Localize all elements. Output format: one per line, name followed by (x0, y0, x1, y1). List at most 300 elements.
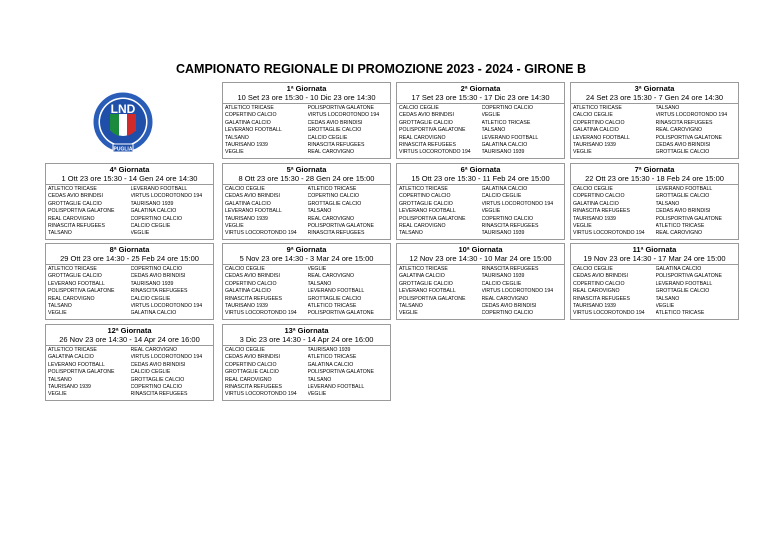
home-team: REAL CAROVIGNO (399, 134, 446, 141)
away-team: TALSANO (307, 280, 332, 287)
giornata-card (570, 243, 739, 320)
home-team: CEDAS AVIO BRINDISI (225, 273, 280, 280)
giornata-title: 2ª Giornata (460, 84, 501, 93)
home-team: POLISPORTIVA GALATONE (399, 295, 466, 302)
match-row (225, 208, 390, 215)
giornata-card (222, 163, 391, 240)
giornata-card (570, 82, 739, 159)
away-team: GALATINA CALCIO (130, 310, 177, 317)
away-team: REAL CAROVIGNO (130, 347, 178, 353)
match-row (48, 186, 213, 193)
away-team: CEDAS AVIO BRINDISI (130, 273, 186, 280)
match-row (48, 296, 213, 303)
match-row (573, 288, 738, 295)
away-team: REAL CAROVIGNO (307, 273, 355, 280)
home-team: COPERTINO CALCIO (225, 280, 277, 287)
match-row (48, 369, 213, 376)
away-team: COPERTINO CALCIO (130, 215, 182, 222)
away-team: VIRTUS LOCOROTONDO 194 (130, 193, 203, 200)
match-row (573, 142, 738, 149)
home-team: TAURISANO 1939 (225, 303, 268, 310)
away-team: POLISPORTIVA GALATONE (655, 273, 722, 280)
match-list (571, 104, 738, 158)
match-row (225, 288, 390, 295)
match-row (399, 310, 564, 317)
home-team: RINASCITA REFUGEES (225, 295, 282, 302)
match-row (48, 223, 213, 230)
away-team: CEDAS AVIO BRINDISI (655, 208, 711, 215)
home-team: VIRTUS LOCOROTONDO 194 (573, 230, 645, 237)
home-team: LEVERANO FOOTBALL (48, 361, 105, 368)
away-team: VEGLIE (307, 391, 327, 398)
match-row (48, 193, 213, 200)
match-row (48, 273, 213, 280)
match-row (225, 193, 390, 200)
away-team: REAL CAROVIGNO (655, 230, 703, 237)
away-team: GROTTAGLIE CALCIO (130, 376, 185, 383)
home-team: GALATINA CALCIO (48, 354, 94, 361)
away-team: RINASCITA REFUGEES (307, 142, 365, 149)
home-team: TALSANO (48, 230, 72, 237)
home-team: COPERTINO CALCIO (399, 193, 451, 200)
giornata-title: 4ª Giornata (109, 165, 150, 174)
home-team: VIRTUS LOCOROTONDO 194 (225, 391, 297, 398)
giornata-dates: 12 Nov 23 ore 14:30 - 10 Mar 24 ore 15:00 (409, 254, 552, 263)
giornata-dates: 19 Nov 23 ore 14:30 - 17 Mar 24 ore 15:00 (583, 254, 726, 263)
match-row (225, 391, 390, 398)
away-team: LEVERANO FOOTBALL (481, 134, 539, 141)
match-row (225, 377, 390, 384)
away-team: CEDAS AVIO BRINDISI (481, 303, 537, 310)
away-team: LEVERANO FOOTBALL (655, 280, 713, 287)
match-row (573, 296, 738, 303)
home-team: GALATINA CALCIO (225, 119, 271, 126)
away-team: TALSANO (655, 295, 680, 302)
match-row (48, 362, 213, 369)
match-row (225, 347, 390, 354)
away-team: REAL CAROVIGNO (655, 127, 703, 134)
match-row (573, 105, 738, 112)
match-row (225, 362, 390, 369)
match-row (225, 127, 390, 134)
match-row (225, 369, 390, 376)
match-row (48, 281, 213, 288)
match-row (225, 105, 390, 112)
away-team: VIRTUS LOCOROTONDO 194 (655, 112, 728, 119)
giornata-header (223, 244, 390, 265)
match-row (399, 216, 564, 223)
home-team: TAURISANO 1939 (225, 142, 268, 149)
away-team: CEDAS AVIO BRINDISI (307, 119, 363, 126)
match-row (573, 120, 738, 127)
away-team: VEGLIE (130, 230, 150, 237)
match-list (571, 265, 738, 319)
home-team: CALCIO CEGLIE (573, 112, 613, 119)
match-row (225, 142, 390, 149)
home-team: POLISPORTIVA GALATONE (48, 369, 115, 376)
match-row (399, 303, 564, 310)
home-team: CEDAS AVIO BRINDISI (399, 112, 454, 119)
match-row (399, 266, 564, 273)
giornata-header (223, 325, 390, 346)
home-team: GALATINA CALCIO (225, 288, 271, 295)
giornata-dates: 29 Ott 23 ore 14:30 - 25 Feb 24 ore 15:00 (60, 254, 199, 263)
away-team: COPERTINO CALCIO (481, 215, 533, 222)
away-team: GROTTAGLIE CALCIO (307, 295, 362, 302)
away-team: GROTTAGLIE CALCIO (307, 127, 362, 134)
home-team: VEGLIE (225, 149, 244, 156)
home-team: GROTTAGLIE CALCIO (48, 200, 102, 207)
away-team: REAL CAROVIGNO (307, 149, 355, 156)
home-team: LEVERANO FOOTBALL (399, 208, 456, 215)
giornata-title: 6ª Giornata (460, 165, 501, 174)
giornata-dates: 1 Ott 23 ore 15:30 - 14 Gen 24 ore 14:30 (61, 174, 198, 183)
away-team: VEGLIE (481, 112, 501, 119)
match-row (573, 193, 738, 200)
away-team: LEVERANO FOOTBALL (307, 288, 365, 295)
giornata-dates: 5 Nov 23 ore 14:30 - 3 Mar 24 ore 15:00 (239, 254, 374, 263)
home-team: ATLETICO TRICASE (48, 266, 97, 272)
match-row (573, 149, 738, 156)
match-row (225, 216, 390, 223)
giornata-header (46, 244, 213, 265)
match-row (399, 193, 564, 200)
giornata-header (46, 325, 213, 346)
giornata-title: 7ª Giornata (634, 165, 675, 174)
away-team: TALSANO (655, 200, 680, 207)
giornata-dates: 3 Dic 23 ore 14:30 - 14 Apr 24 ore 16:00 (239, 335, 374, 344)
home-team: TAURISANO 1939 (225, 215, 268, 222)
match-row (225, 186, 390, 193)
giornata-title: 13ª Giornata (284, 326, 329, 335)
match-row (573, 310, 738, 317)
home-team: VEGLIE (48, 391, 67, 398)
home-team: GROTTAGLIE CALCIO (399, 280, 453, 287)
away-team: CEDAS AVIO BRINDISI (655, 142, 711, 149)
giornata-header (223, 164, 390, 185)
home-team: CALCIO CEGLIE (225, 266, 265, 272)
away-team: VEGLIE (481, 208, 501, 215)
away-team: RINASCITA REFUGEES (481, 223, 539, 230)
giornata-card (222, 324, 391, 401)
away-team: RINASCITA REFUGEES (481, 266, 539, 272)
away-team: GALATINA CALCIO (481, 186, 528, 192)
home-team: REAL CAROVIGNO (48, 295, 95, 302)
away-team: POLISPORTIVA GALATONE (307, 223, 374, 230)
home-team: VIRTUS LOCOROTONDO 194 (573, 310, 645, 317)
match-row (399, 281, 564, 288)
giornata-title: 10ª Giornata (458, 245, 503, 254)
home-team: GROTTAGLIE CALCIO (399, 119, 453, 126)
home-team: RINASCITA REFUGEES (573, 208, 630, 215)
home-team: LEVERANO FOOTBALL (225, 208, 282, 215)
away-team: VEGLIE (307, 266, 327, 272)
away-team: CALCIO CEGLIE (481, 193, 522, 200)
away-team: CEDAS AVIO BRINDISI (130, 361, 186, 368)
home-team: GROTTAGLIE CALCIO (399, 200, 453, 207)
home-team: GALATINA CALCIO (225, 200, 271, 207)
home-team: CEDAS AVIO BRINDISI (225, 193, 280, 200)
match-row (573, 223, 738, 230)
home-team: LEVERANO FOOTBALL (399, 288, 456, 295)
away-team: RINASCITA REFUGEES (655, 119, 713, 126)
home-team: VIRTUS LOCOROTONDO 194 (225, 310, 297, 317)
lnd-puglia-logo (93, 92, 153, 154)
home-team: TAURISANO 1939 (573, 303, 616, 310)
away-team: VIRTUS LOCOROTONDO 194 (481, 200, 554, 207)
logo-lnd-text: LND (110, 102, 136, 116)
match-list (397, 265, 564, 319)
match-row (48, 377, 213, 384)
home-team: CALCIO CEGLIE (225, 186, 265, 192)
away-team: CALCIO CEGLIE (307, 134, 348, 141)
match-row (399, 105, 564, 112)
giornata-dates: 26 Nov 23 ore 14:30 - 14 Apr 24 ore 16:00 (59, 335, 200, 344)
match-list (571, 185, 738, 239)
home-team: VEGLIE (573, 223, 592, 230)
home-team: COPERTINO CALCIO (225, 361, 277, 368)
giornata-header (571, 244, 738, 265)
home-team: ATLETICO TRICASE (399, 266, 448, 272)
away-team: COPERTINO CALCIO (130, 384, 182, 391)
giornata-title: 1ª Giornata (286, 84, 327, 93)
away-team: GROTTAGLIE CALCIO (655, 149, 710, 156)
match-row (573, 112, 738, 119)
home-team: GROTTAGLIE CALCIO (225, 369, 279, 376)
away-team: ATLETICO TRICASE (307, 354, 357, 361)
home-team: CALCIO CEGLIE (573, 266, 613, 272)
home-team: TALSANO (399, 303, 423, 310)
giornata-card (222, 243, 391, 320)
home-team: TAURISANO 1939 (573, 142, 616, 149)
match-row (48, 303, 213, 310)
match-list (46, 346, 213, 400)
away-team: TAURISANO 1939 (130, 280, 174, 287)
away-team: LEVERANO FOOTBALL (307, 384, 365, 391)
page-title: CAMPIONATO REGIONALE DI PROMOZIONE 2023 - 2024 - GIRONE B (175, 62, 587, 76)
away-team: CALCIO CEGLIE (130, 369, 171, 376)
giornata-title: 5ª Giornata (286, 165, 327, 174)
giornata-header (223, 83, 390, 104)
home-team: TALSANO (48, 303, 72, 310)
home-team: RINASCITA REFUGEES (573, 295, 630, 302)
away-team: COPERTINO CALCIO (481, 310, 533, 317)
giornata-dates: 24 Set 23 ore 15:30 - 7 Gen 24 ore 14:30 (585, 93, 724, 102)
home-team: CEDAS AVIO BRINDISI (573, 273, 628, 280)
match-row (225, 303, 390, 310)
away-team: LEVERANO FOOTBALL (130, 186, 188, 192)
home-team: COPERTINO CALCIO (573, 193, 625, 200)
giornata-card (570, 163, 739, 240)
match-row (399, 112, 564, 119)
away-team: POLISPORTIVA GALATONE (655, 134, 722, 141)
match-row (573, 201, 738, 208)
away-team: GALATINA CALCIO (655, 266, 702, 272)
match-row (573, 281, 738, 288)
match-row (48, 354, 213, 361)
match-row (48, 201, 213, 208)
away-team: TAURISANO 1939 (130, 200, 174, 207)
away-team: CALCIO CEGLIE (130, 295, 171, 302)
giornata-dates: 10 Set 23 ore 15:30 - 10 Dic 23 ore 14:30 (237, 93, 376, 102)
away-team: GALATINA CALCIO (307, 361, 354, 368)
match-row (48, 391, 213, 398)
home-team: CEDAS AVIO BRINDISI (48, 193, 103, 200)
match-row (225, 230, 390, 237)
away-team: RINASCITA REFUGEES (130, 288, 188, 295)
home-team: CALCIO CEGLIE (399, 105, 439, 111)
match-row (573, 273, 738, 280)
match-row (573, 208, 738, 215)
home-team: POLISPORTIVA GALATONE (399, 127, 466, 134)
home-team: TAURISANO 1939 (48, 384, 91, 391)
match-row (573, 216, 738, 223)
home-team: ATLETICO TRICASE (48, 347, 97, 353)
away-team: VIRTUS LOCOROTONDO 194 (130, 354, 203, 361)
home-team: VEGLIE (573, 149, 592, 156)
away-team: CALCIO CEGLIE (481, 280, 522, 287)
giornata-card (45, 163, 214, 240)
match-row (225, 296, 390, 303)
away-team: TAURISANO 1939 (481, 230, 525, 237)
home-team: LEVERANO FOOTBALL (573, 134, 630, 141)
match-row (399, 288, 564, 295)
match-row (399, 127, 564, 134)
match-row (48, 266, 213, 273)
away-team: COPERTINO CALCIO (481, 105, 533, 111)
match-row (225, 384, 390, 391)
match-row (399, 120, 564, 127)
home-team: TALSANO (225, 134, 249, 141)
home-team: POLISPORTIVA GALATONE (399, 215, 466, 222)
match-row (573, 266, 738, 273)
match-row (48, 347, 213, 354)
giornata-dates: 8 Ott 23 ore 15:30 - 28 Gen 24 ore 15:00 (238, 174, 375, 183)
match-row (399, 149, 564, 156)
home-team: ATLETICO TRICASE (399, 186, 448, 192)
match-row (225, 120, 390, 127)
away-team: ATLETICO TRICASE (307, 186, 357, 192)
away-team: REAL CAROVIGNO (307, 215, 355, 222)
match-row (573, 127, 738, 134)
giornata-card (222, 82, 391, 159)
match-row (225, 281, 390, 288)
logo-puglia-text: PUGLIA (113, 146, 133, 153)
match-row (573, 186, 738, 193)
away-team: COPERTINO CALCIO (307, 193, 359, 200)
giornata-dates: 17 Set 23 ore 15:30 - 17 Dic 23 ore 14:30 (411, 93, 550, 102)
match-row (225, 354, 390, 361)
giornata-dates: 22 Ott 23 ore 15:30 - 18 Feb 24 ore 15:00 (585, 174, 724, 183)
away-team: TAURISANO 1939 (481, 149, 525, 156)
giornata-card (45, 324, 214, 401)
away-team: POLISPORTIVA GALATONE (655, 215, 722, 222)
giornata-title: 11ª Giornata (632, 245, 677, 254)
home-team: COPERTINO CALCIO (225, 112, 277, 119)
home-team: ATLETICO TRICASE (225, 105, 274, 111)
match-row (225, 112, 390, 119)
home-team: RINASCITA REFUGEES (48, 223, 105, 230)
giornata-header (571, 164, 738, 185)
away-team: VIRTUS LOCOROTONDO 194 (307, 112, 380, 119)
match-row (225, 273, 390, 280)
match-row (225, 223, 390, 230)
giornata-dates: 15 Ott 23 ore 15:30 - 11 Feb 24 ore 15:00 (411, 174, 550, 183)
match-row (399, 223, 564, 230)
match-row (399, 208, 564, 215)
match-row (399, 296, 564, 303)
home-team: VEGLIE (48, 310, 67, 317)
match-row (225, 266, 390, 273)
match-list (397, 185, 564, 239)
match-list (223, 104, 390, 158)
match-list (397, 104, 564, 158)
away-team: LEVERANO FOOTBALL (655, 186, 713, 192)
away-team: VEGLIE (655, 303, 675, 310)
home-team: LEVERANO FOOTBALL (48, 280, 105, 287)
home-team: ATLETICO TRICASE (573, 105, 622, 111)
match-row (225, 149, 390, 156)
home-team: TALSANO (48, 376, 72, 383)
home-team: POLISPORTIVA GALATONE (48, 288, 115, 295)
away-team: COPERTINO CALCIO (130, 266, 182, 272)
home-team: TAURISANO 1939 (573, 215, 616, 222)
away-team: ATLETICO TRICASE (307, 303, 357, 310)
match-row (48, 288, 213, 295)
giornata-title: 3ª Giornata (634, 84, 675, 93)
giornata-title: 9ª Giornata (286, 245, 327, 254)
giornata-header (46, 164, 213, 185)
away-team: ATLETICO TRICASE (655, 223, 705, 230)
away-team: POLISPORTIVA GALATONE (307, 369, 374, 376)
match-list (223, 265, 390, 319)
match-row (573, 135, 738, 142)
match-row (399, 186, 564, 193)
away-team: VIRTUS LOCOROTONDO 194 (130, 303, 203, 310)
giornata-card (45, 243, 214, 320)
away-team: RINASCITA REFUGEES (307, 230, 365, 237)
home-team: VIRTUS LOCOROTONDO 194 (399, 149, 471, 156)
away-team: POLISPORTIVA GALATONE (307, 105, 374, 111)
away-team: ATLETICO TRICASE (655, 310, 705, 317)
giornata-header (397, 244, 564, 265)
giornata-title: 12ª Giornata (107, 326, 152, 335)
home-team: TALSANO (399, 230, 423, 237)
away-team: TALSANO (307, 376, 332, 383)
away-team: REAL CAROVIGNO (481, 295, 529, 302)
home-team: GROTTAGLIE CALCIO (48, 273, 102, 280)
away-team: GROTTAGLIE CALCIO (655, 288, 710, 295)
match-row (573, 230, 738, 237)
away-team: POLISPORTIVA GALATONE (307, 310, 374, 317)
match-row (225, 310, 390, 317)
match-row (48, 208, 213, 215)
away-team: RINASCITA REFUGEES (130, 391, 188, 398)
home-team: REAL CAROVIGNO (399, 223, 446, 230)
home-team: RINASCITA REFUGEES (399, 142, 456, 149)
home-team: GALATINA CALCIO (573, 127, 619, 134)
away-team: TAURISANO 1939 (481, 273, 525, 280)
home-team: POLISPORTIVA GALATONE (48, 208, 115, 215)
home-team: CALCIO CEGLIE (573, 186, 613, 192)
away-team: GALATINA CALCIO (130, 208, 177, 215)
away-team: GROTTAGLIE CALCIO (307, 200, 362, 207)
match-list (46, 185, 213, 239)
home-team: ATLETICO TRICASE (48, 186, 97, 192)
match-row (48, 384, 213, 391)
match-row (225, 201, 390, 208)
home-team: COPERTINO CALCIO (573, 280, 625, 287)
